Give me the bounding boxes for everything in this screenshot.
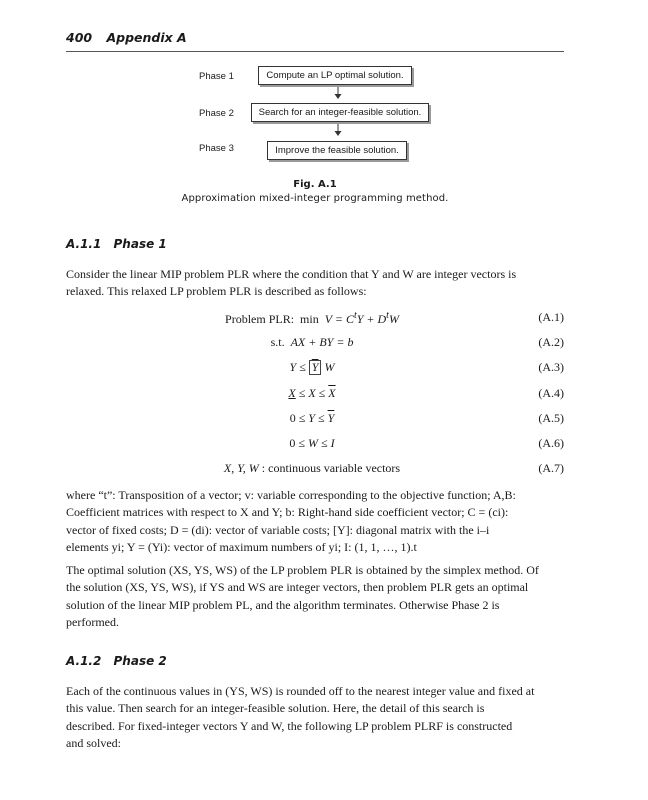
equation-a6: 0 ≤ W ≤ I (A.6) bbox=[289, 436, 564, 450]
where-line-4: elements yi; Y = (Yi): vector of maximum numbers of yi; I: (1, 1, …, 1).t bbox=[66, 539, 417, 554]
optimal-line-3: solution of the linear MIP problem PL, and the algorithm terminates. Otherwise Phase 2 is bbox=[66, 597, 500, 612]
phase-2-line-4: and solved: bbox=[66, 735, 121, 750]
optimal-line-1: The optimal solution (XS, YS, WS) of the LP problem PLR is obtained by the simplex method. Of bbox=[66, 563, 539, 577]
section-title: Phase 2 bbox=[113, 654, 167, 668]
phase-2-line-1: Each of the continuous values in (YS, WS) is rounded off to the nearest integer value and fixed at bbox=[66, 684, 535, 698]
equation-a3: $Y \le \overline{Y}$ W (A.3) bbox=[289, 360, 564, 374]
intro-line-2: relaxed. This relaxed LP problem PLR is described as follows: bbox=[66, 284, 367, 299]
section-number: A.1.2 bbox=[66, 654, 102, 668]
phase-3-label: Phase 3 bbox=[199, 143, 234, 154]
section-heading-phase-2 bbox=[66, 654, 167, 668]
phase-1-box: Compute an LP optimal solution. bbox=[258, 66, 412, 85]
equation-a7: X, Y, W : continuous variable vectors (A.7) bbox=[223, 461, 564, 475]
phase-2-line-2: this value. Then search for an integer-feasible solution. Here, the detail of this search is bbox=[66, 701, 485, 716]
equation-tag: (A.5) bbox=[538, 411, 564, 425]
equation-tag: (A.2) bbox=[538, 335, 564, 349]
equation-a2: s.t. AX + BY = b (A.2) bbox=[270, 335, 564, 349]
equation-tag: (A.3) bbox=[538, 360, 564, 374]
section-title: Phase 1 bbox=[113, 237, 167, 251]
equation-a1: Problem PLR: $\min V = C^tY + D^tW$ (A.1) bbox=[225, 310, 564, 326]
running-head bbox=[66, 30, 564, 52]
phase-2-box: Search for an integer-feasible solution. bbox=[251, 103, 429, 122]
section-heading-phase-1 bbox=[66, 237, 167, 251]
where-line-2: Coefficient matrices with respect to X and Y; b: Right-hand side coefficient vector; C = (ci): bbox=[66, 505, 509, 520]
phase-2-line-3: described. For fixed-integer vectors Y and W, the following LP problem PLRF is constructed bbox=[66, 718, 513, 733]
figure-caption: Approximation mixed-integer programming method. bbox=[181, 193, 449, 204]
phase-3-box: Improve the feasible solution. bbox=[267, 141, 407, 160]
page-number: 400 bbox=[66, 30, 93, 45]
arrow-down-icon bbox=[333, 124, 343, 137]
where-line-3: vector of fixed costs; D = (di): vector of variable costs; [Y]: diagonal matrix with the i–i bbox=[66, 522, 490, 537]
figure-label: Fig. A.1 bbox=[293, 179, 337, 190]
phase-2-label: Phase 2 bbox=[199, 108, 234, 119]
chapter-title: Appendix A bbox=[106, 30, 187, 45]
equation-tag: (A.7) bbox=[538, 461, 564, 475]
equation-a4: $X \le X \le \overline{X}$ (A.4) bbox=[288, 386, 564, 400]
intro-paragraph bbox=[66, 266, 564, 301]
where-line-1: where “t”: Transposition of a vector; v: variable corresponding to the objective function; A,B: bbox=[66, 488, 516, 502]
equation-tag: (A.6) bbox=[538, 436, 564, 450]
optimal-paragraph bbox=[66, 562, 564, 631]
intro-line-1: Consider the linear MIP problem PLR where the condition that Y and W are integer vectors is bbox=[66, 267, 517, 281]
phase-1-label: Phase 1 bbox=[199, 71, 234, 82]
phase-2-paragraph bbox=[66, 683, 564, 752]
equation-tag: (A.1) bbox=[538, 310, 564, 324]
where-paragraph bbox=[66, 487, 564, 556]
equation-tag: (A.4) bbox=[538, 386, 564, 400]
optimal-line-4: performed. bbox=[66, 614, 119, 629]
optimal-line-2: the solution (XS, YS, WS), if YS and WS are integer vectors, then problem PLR gets an optimal bbox=[66, 580, 529, 595]
section-number: A.1.1 bbox=[66, 237, 102, 251]
arrow-down-icon bbox=[333, 87, 343, 100]
equation-a5: $0 \le Y \le \overline{Y}$ (A.5) bbox=[289, 411, 564, 425]
